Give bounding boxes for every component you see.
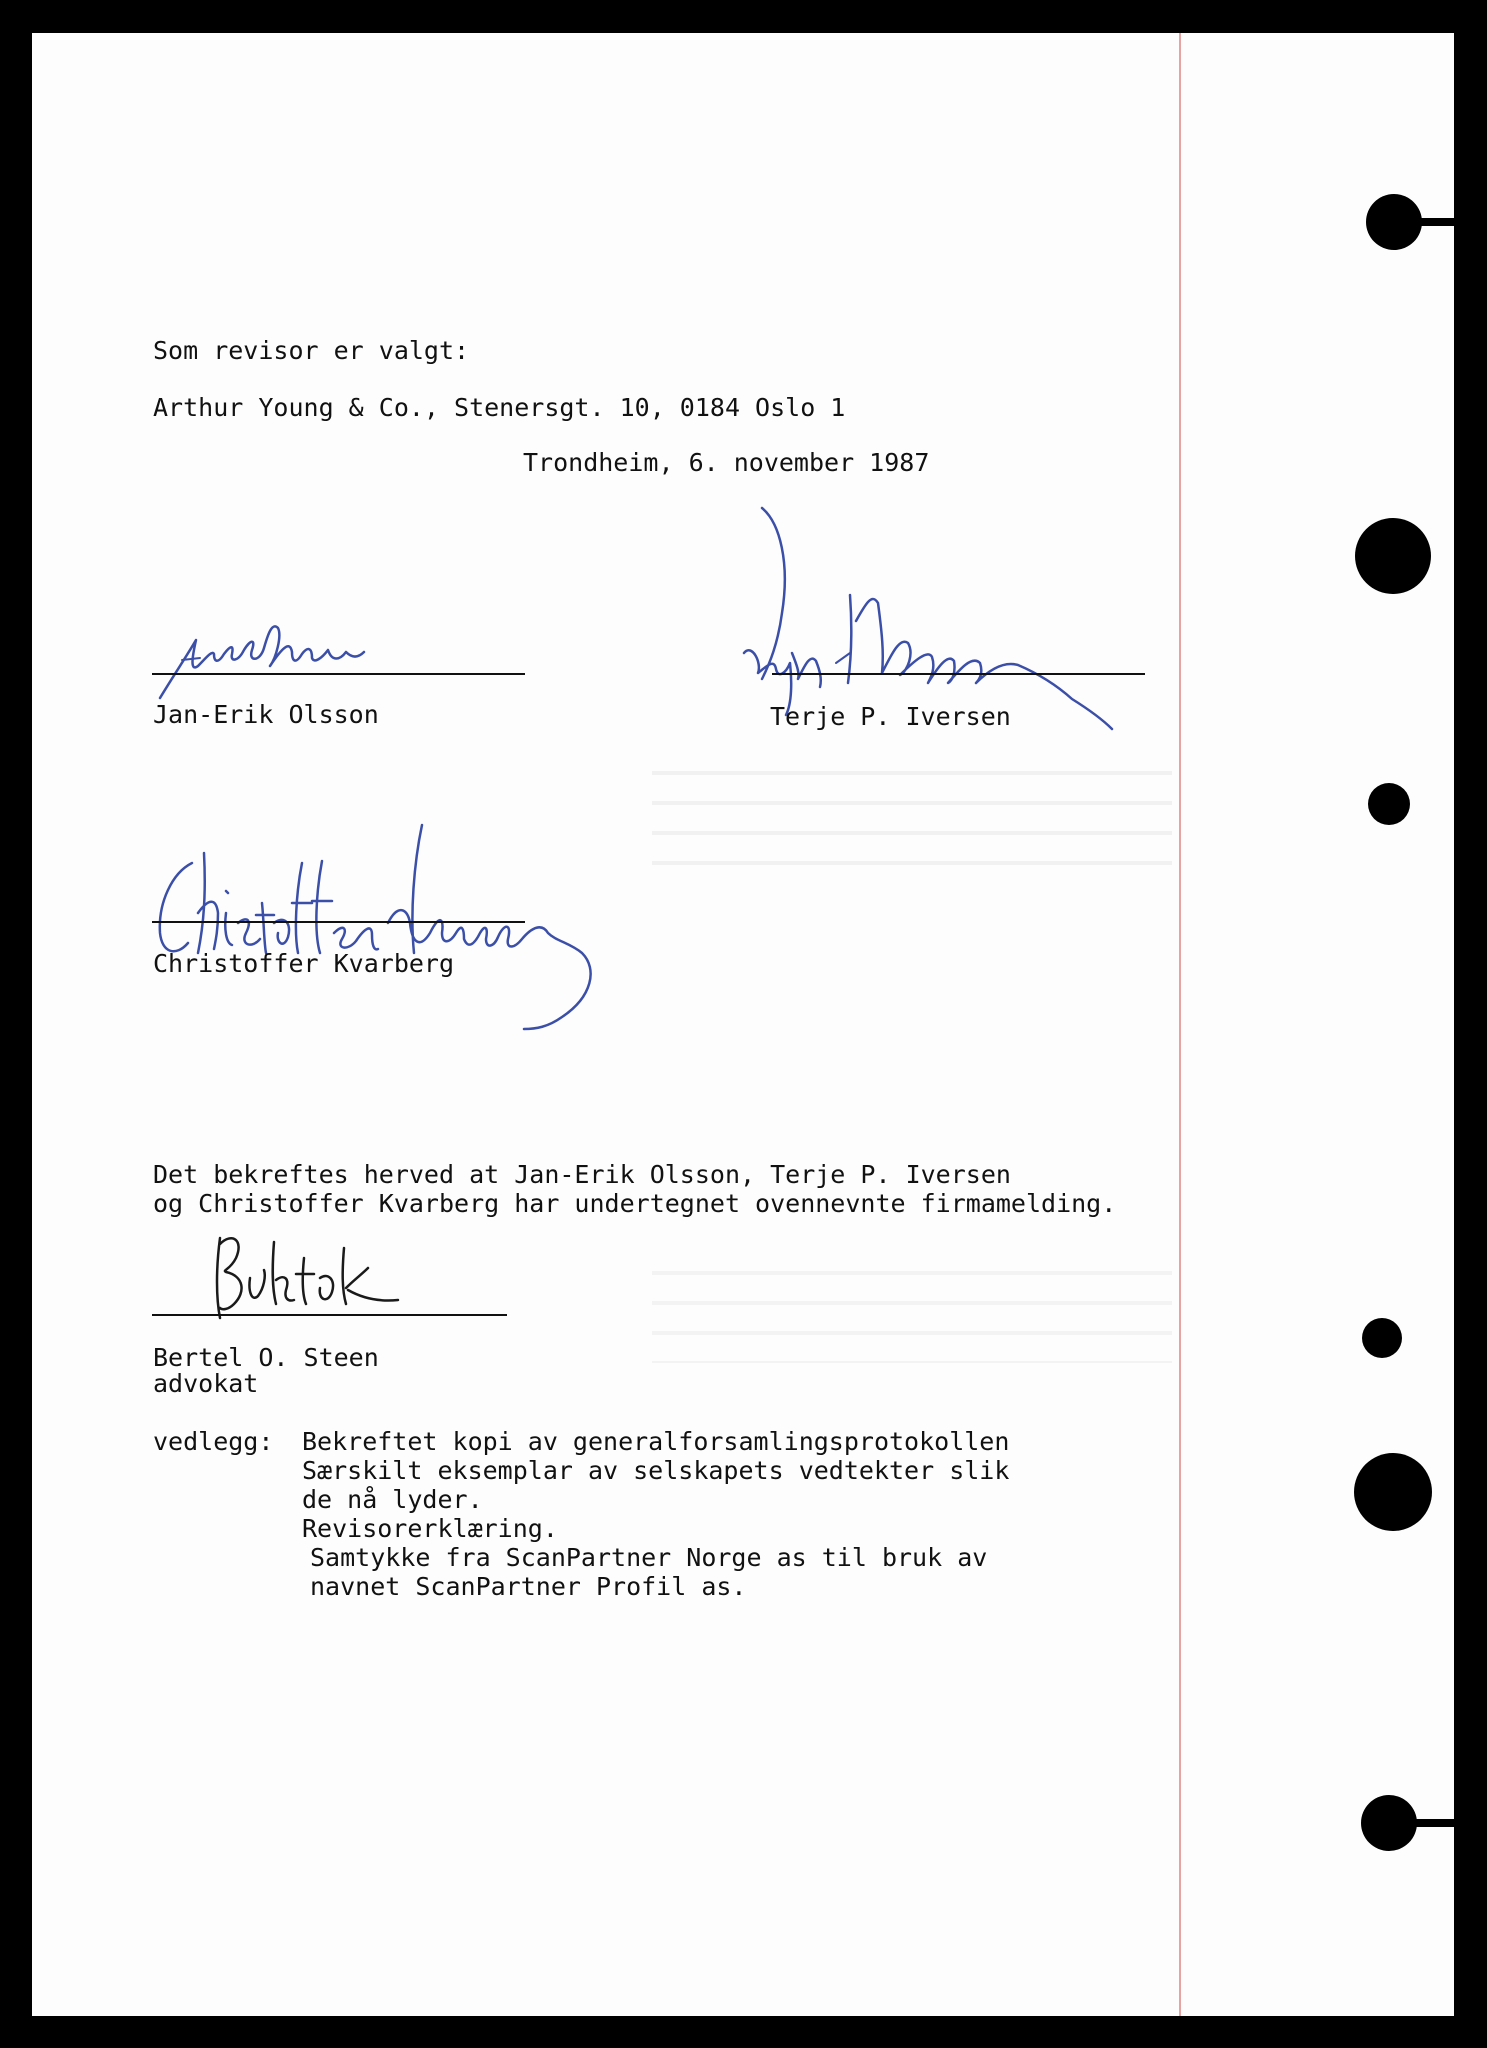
document-page bbox=[32, 33, 1454, 2016]
attachment-item: navnet ScanPartner Profil as. bbox=[310, 1572, 747, 1601]
auditor-line: Arthur Young & Co., Stenersgt. 10, 0184 Oslo 1 bbox=[153, 393, 846, 422]
place-date: Trondheim, 6. november 1987 bbox=[523, 448, 930, 477]
signature-line bbox=[772, 673, 1145, 675]
binder-tab bbox=[1400, 218, 1454, 226]
binder-hole bbox=[1368, 783, 1410, 825]
margin-rule bbox=[1179, 33, 1181, 2016]
signature-line bbox=[152, 1314, 507, 1316]
attachment-item: Særskilt eksemplar av selskapets vedtekter slik bbox=[302, 1456, 1010, 1485]
show-through-block bbox=[652, 753, 1172, 873]
signatory-name: Jan-Erik Olsson bbox=[153, 700, 379, 729]
auditor-heading: Som revisor er valgt: bbox=[153, 336, 470, 365]
lawyer-name: Bertel O. Steen bbox=[153, 1343, 379, 1372]
binder-hole bbox=[1362, 1318, 1402, 1358]
binder-hole bbox=[1354, 1453, 1432, 1531]
lawyer-title: advokat bbox=[153, 1369, 259, 1398]
signature-jan-erik-olsson bbox=[152, 588, 472, 708]
signature-bertel-o-steen bbox=[192, 1218, 432, 1328]
signatory-name: Christoffer Kvarberg bbox=[153, 949, 455, 978]
binder-hole bbox=[1355, 518, 1431, 594]
show-through-block bbox=[652, 1253, 1172, 1363]
signature-line bbox=[152, 921, 525, 923]
attachments-label: vedlegg: bbox=[153, 1427, 274, 1456]
confirmation-line: og Christoffer Kvarberg har undertegnet ovennevnte firmamelding. bbox=[153, 1189, 1117, 1218]
confirmation-line: Det bekreftes herved at Jan-Erik Olsson, Terje P. Iversen bbox=[153, 1160, 1011, 1189]
signature-christoffer-kvarberg bbox=[152, 773, 632, 1043]
signature-line bbox=[152, 673, 525, 675]
attachment-item: Bekreftet kopi av generalforsamlingsprotokollen bbox=[302, 1427, 1010, 1456]
attachment-item: de nå lyder. bbox=[302, 1485, 483, 1514]
binder-tab bbox=[1400, 1819, 1454, 1827]
attachment-item: Samtykke fra ScanPartner Norge as til bruk av bbox=[310, 1543, 988, 1572]
attachment-item: Revisorerklæring. bbox=[302, 1514, 558, 1543]
signatory-name: Terje P. Iversen bbox=[770, 702, 1011, 731]
